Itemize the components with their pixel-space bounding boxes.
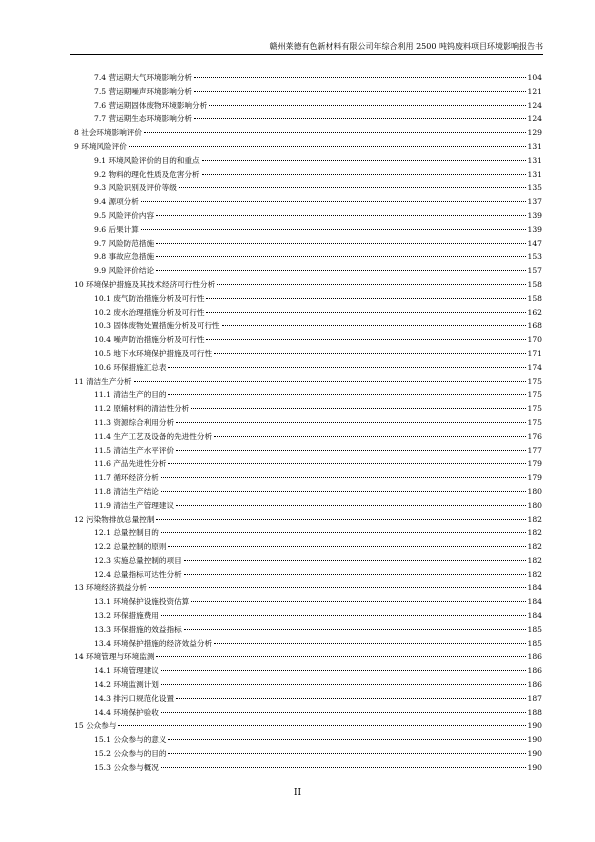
toc-entry-page: 182 [527,555,542,565]
dot-leader [214,353,525,354]
toc-entry-title: 11.1 清洁生产的目的 [94,390,167,400]
toc-entry[interactable] [70,264,542,278]
toc-entry-page: 124 [527,114,542,124]
toc-entry-title: 9.4 源项分析 [94,197,139,207]
dot-leader [161,532,526,533]
dot-leader [206,298,525,299]
toc-entry[interactable] [70,706,542,720]
toc-entry-title: 10.1 废气防治措施分析及可行性 [94,293,205,303]
toc-entry-page: 175 [527,390,542,400]
toc-entry-title: 7.4 营运期大气环境影响分析 [94,73,193,82]
toc-entry-title: 13.3 环保措施的效益指标 [94,624,182,634]
dot-leader [118,725,525,726]
toc-entry-page: 184 [527,583,542,593]
dot-leader [168,546,525,547]
dot-leader [161,491,526,492]
dot-leader [217,284,525,285]
toc-entry-title: 11.2 原辅材料的清洁性分析 [94,404,190,414]
toc-entry[interactable] [70,306,542,320]
toc-entry[interactable] [70,513,542,527]
toc-entry-page: 174 [527,362,542,372]
toc-entry-title: 10.5 地下水环境保护措施及可行性 [94,348,213,358]
toc-entry[interactable] [70,416,542,430]
dot-leader [222,325,526,326]
toc-entry-page: 124 [527,100,542,110]
toc-entry-page: 131 [527,155,542,165]
dot-leader [156,215,525,216]
toc-entry-page: 187 [527,693,542,703]
toc-entry[interactable] [70,540,542,554]
toc-entry[interactable] [70,223,542,237]
toc-entry[interactable] [70,347,542,361]
toc-entry[interactable] [70,154,542,168]
toc-entry[interactable] [70,250,542,264]
dot-leader [168,753,525,754]
dot-leader [176,505,525,506]
header-rule [70,54,543,55]
dot-leader [184,574,526,575]
toc-entry-page: 121 [527,86,542,96]
toc-entry-title: 12.1 总量控制目的 [94,528,159,538]
toc-entry-page: 184 [527,597,542,607]
dot-leader [161,615,526,616]
toc-entry[interactable] [70,181,542,195]
toc-entry-title: 9.8 事故应急措施 [94,252,155,262]
toc-entry-title: 9.6 后果计算 [94,224,139,234]
dot-leader [176,698,525,699]
toc-entry-title: 11.8 清洁生产结论 [94,486,159,496]
toc-entry-title: 12.2 总量控制的原则 [94,542,167,552]
toc-entry-title: 12.4 总量指标可达性分析 [94,569,182,579]
toc-entry-page: 185 [527,624,542,634]
toc-entry-page: 176 [527,431,542,441]
toc-entry-title: 10.2 废水治理措施分析及可行性 [94,307,205,317]
toc-entry-page: 184 [527,611,542,621]
toc-entry-page: 182 [527,514,542,524]
toc-entry-page: 171 [527,348,542,358]
dot-leader [194,118,525,119]
toc-entry[interactable] [70,692,542,706]
toc-entry-page: 190 [527,721,542,731]
dot-leader [156,270,525,271]
dot-leader [156,656,525,657]
toc-entry-title: 9.3 风险识别及评价等级 [94,183,177,193]
toc-entry-page: 182 [527,542,542,552]
toc-entry-title: 11.6 产品先进性分析 [94,459,167,469]
toc-entry-page: 180 [527,500,542,510]
toc-entry-page: 186 [527,652,542,662]
toc-entry[interactable] [70,733,542,747]
dot-leader [202,160,526,161]
toc-entry[interactable] [70,761,542,775]
toc-entry-page: 153 [527,252,542,262]
dot-leader [176,422,525,423]
toc-entry-page: 170 [527,335,542,345]
dot-leader [161,684,526,685]
dot-leader [184,629,526,630]
toc-entry[interactable] [70,485,542,499]
toc-entry[interactable] [70,526,542,540]
toc-entry-title: 10 环境保护措施及其技术经济可行性分析 [74,279,216,289]
toc-entry[interactable] [70,499,542,513]
toc-entry-title: 15 公众参与 [74,721,117,731]
toc-entry[interactable] [70,237,542,251]
dot-leader [168,463,525,464]
toc-entry[interactable] [70,112,542,126]
toc-entry[interactable] [70,609,542,623]
toc-entry-page: 129 [527,128,542,138]
toc-entry[interactable] [70,195,542,209]
toc-entry[interactable] [70,402,542,416]
toc-entry[interactable] [70,278,542,292]
toc-entry-page: 190 [527,735,542,745]
toc-entry[interactable] [70,292,542,306]
toc-entry[interactable] [70,678,542,692]
toc-entry[interactable] [70,85,542,99]
dot-leader [209,105,525,106]
toc-entry-title: 9.9 风险评价结论 [94,266,155,276]
toc-entry-page: 182 [527,569,542,579]
toc-entry-title: 10.3 固体废物处置措施分析及可行性 [94,321,220,331]
dot-leader [214,643,525,644]
dot-leader [176,450,525,451]
toc-entry-title: 9.7 风险防范措施 [94,238,155,248]
toc-entry[interactable] [70,319,542,333]
toc-entry[interactable] [70,664,542,678]
toc-entry[interactable] [70,595,542,609]
toc-entry-page: 179 [527,473,542,483]
toc-entry[interactable] [70,99,542,113]
toc-entry[interactable] [70,637,542,651]
dot-leader [141,229,526,230]
dot-leader [156,256,525,257]
toc-entry-title: 10.6 环保措施汇总表 [94,362,167,372]
toc-entry-title: 9.5 风险评价内容 [94,210,155,220]
toc-entry[interactable] [70,568,542,582]
toc-entry[interactable] [70,333,542,347]
dot-leader [214,436,525,437]
toc-entry-page: 186 [527,680,542,690]
toc-entry-page: 190 [527,762,542,772]
toc-entry-title: 9 环境风险评价 [74,141,127,151]
toc-entry-title: 14.3 排污口规范化设置 [94,693,175,703]
toc-entry-page: 182 [527,528,542,538]
toc-entry-page: 139 [527,224,542,234]
dot-leader [144,132,526,133]
toc-entry[interactable] [70,719,542,733]
table-of-contents [70,71,542,775]
toc-entry-page: 175 [527,417,542,427]
toc-entry-page: 135 [527,183,542,193]
dot-leader [161,477,526,478]
toc-entry-title: 14.1 环境管理建议 [94,666,159,676]
toc-entry-title: 13.2 环保措施费用 [94,611,159,621]
toc-entry-page: 175 [527,404,542,414]
toc-entry-title: 11.4 生产工艺及设备的先进性分析 [94,431,213,441]
dot-leader [168,394,525,395]
toc-entry-title: 12.3 实施总量控制的项目 [94,555,182,565]
toc-entry[interactable] [70,650,542,664]
dot-leader [191,408,525,409]
toc-entry[interactable] [70,388,542,402]
toc-entry-title: 11.5 清洁生产水平评价 [94,445,175,455]
toc-entry-page: 179 [527,459,542,469]
toc-entry-title: 8 社会环境影响评价 [74,128,142,138]
toc-entry-page: 147 [527,238,542,248]
dot-leader [168,367,525,368]
toc-entry-page: 185 [527,638,542,648]
dot-leader [141,201,526,202]
toc-entry[interactable] [70,71,542,85]
toc-entry-title: 14.2 环境监测计划 [94,680,159,690]
toc-entry-page: 137 [527,197,542,207]
toc-entry-title: 14.4 环境保护验收 [94,707,159,717]
dot-leader [129,146,526,147]
dot-leader [206,312,525,313]
dot-leader [194,91,525,92]
toc-entry[interactable] [70,581,542,595]
dot-leader [161,712,526,713]
toc-entry-title: 13.4 环境保护措施的经济效益分析 [94,638,213,648]
toc-entry-title: 7.6 营运期固体废物环境影响分析 [94,100,208,110]
toc-entry-title: 14 环境管理与环境监测 [74,652,155,662]
toc-entry[interactable] [70,554,542,568]
toc-entry-page: 190 [527,749,542,759]
toc-entry[interactable] [70,471,542,485]
toc-entry[interactable] [70,623,542,637]
dot-leader [134,381,526,382]
toc-entry-page: 104 [527,73,542,82]
toc-entry-page: 188 [527,707,542,717]
dot-leader [202,174,526,175]
toc-entry-page: 131 [527,141,542,151]
toc-entry-title: 9.1 环境风险评价的目的和重点 [94,155,200,165]
toc-entry-page: 162 [527,307,542,317]
page-number: II [293,788,302,798]
toc-entry-title: 15.1 公众参与的意义 [94,735,167,745]
toc-entry-page: 131 [527,169,542,179]
toc-entry-page: 157 [527,266,542,276]
dot-leader [184,560,526,561]
toc-entry-page: 139 [527,210,542,220]
toc-entry[interactable] [70,444,542,458]
toc-entry-title: 15.3 公众参与概况 [94,762,159,772]
toc-entry-title: 12 污染物排放总量控制 [74,514,155,524]
dot-leader [194,77,525,78]
toc-entry-title: 13 环境经济损益分析 [74,583,147,593]
dot-leader [179,187,526,188]
dot-leader [168,739,525,740]
toc-entry-title: 11.3 资源综合利用分析 [94,417,175,427]
toc-entry-title: 15.2 公众参与的目的 [94,749,167,759]
toc-entry-title: 11.7 循环经济分析 [94,473,159,483]
toc-entry[interactable] [70,209,542,223]
dot-leader [161,767,526,768]
toc-entry[interactable] [70,430,542,444]
toc-entry[interactable] [70,457,542,471]
toc-entry[interactable] [70,361,542,375]
toc-entry-page: 158 [527,279,542,289]
toc-entry-title: 11 清洁生产分析 [74,376,132,386]
toc-entry-title: 7.7 营运期生态环境影响分析 [94,114,193,124]
toc-entry[interactable] [70,126,542,140]
toc-entry-page: 158 [527,293,542,303]
dot-leader [161,670,526,671]
dot-leader [156,519,525,520]
dot-leader [191,601,525,602]
toc-entry-title: 7.5 营运期噪声环境影响分析 [94,86,193,96]
toc-entry[interactable] [70,168,542,182]
dot-leader [206,339,525,340]
toc-entry[interactable] [70,375,542,389]
toc-entry-page: 186 [527,666,542,676]
toc-entry-page: 180 [527,486,542,496]
dot-leader [156,243,525,244]
toc-entry-title: 10.4 噪声防治措施分析及可行性 [94,335,205,345]
toc-entry-title: 9.2 物料的理化性质及危害分析 [94,169,200,179]
dot-leader [149,587,526,588]
toc-entry-page: 177 [527,445,542,455]
running-header: 赣州莱德有色新材料有限公司年综合利用 2500 吨钨废料项目环境影响报告书 [269,42,543,51]
toc-entry[interactable] [70,747,542,761]
toc-entry-title: 11.9 清洁生产管理建议 [94,500,175,510]
toc-entry-page: 168 [527,321,542,331]
toc-entry-page: 175 [527,376,542,386]
toc-entry[interactable] [70,140,542,154]
toc-entry-title: 13.1 环境保护设施投资估算 [94,597,190,607]
